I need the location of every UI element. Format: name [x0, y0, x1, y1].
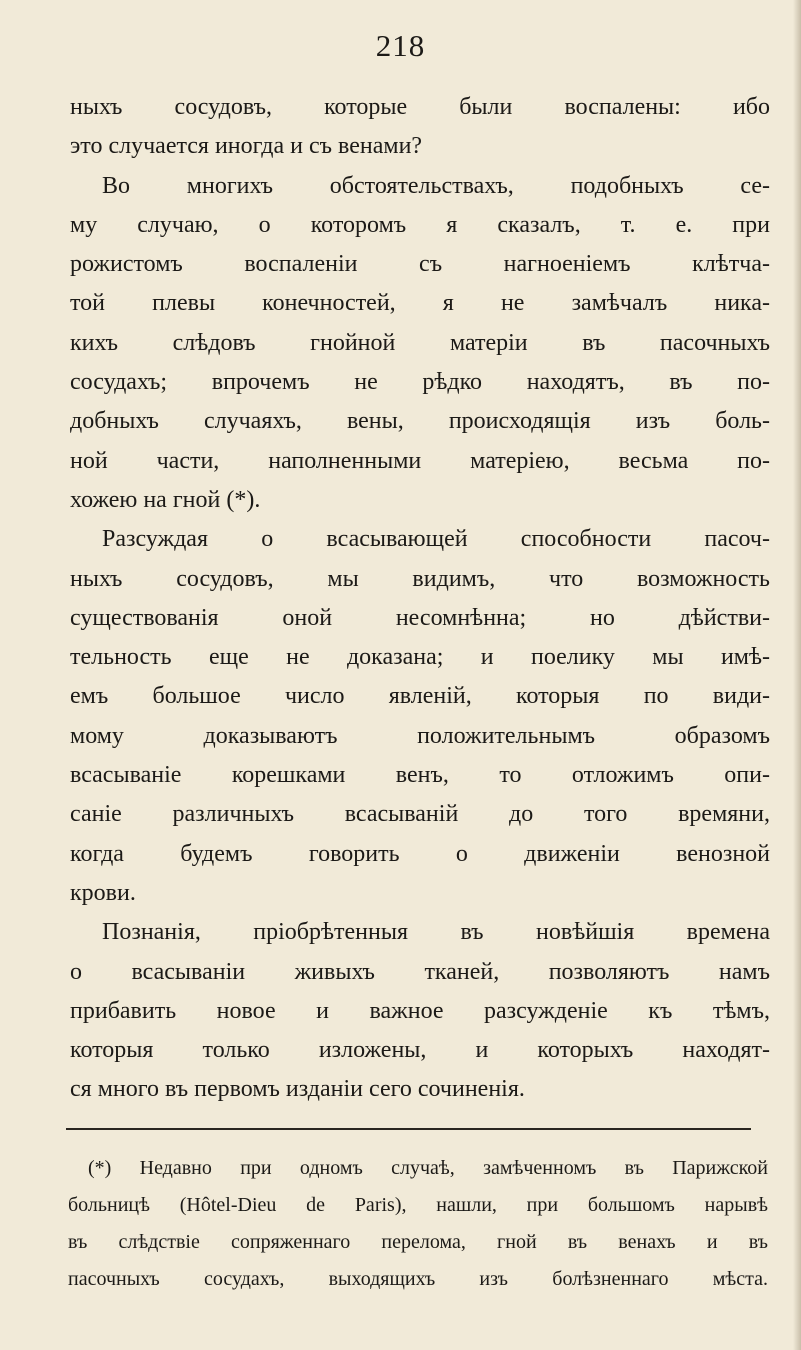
- text-line: Разсуждая о всасывающей способности пасоч-: [102, 526, 770, 553]
- text-line: когда будемъ говорить о движеніи венозной: [70, 840, 770, 867]
- text-line: Во многихъ обстоятельствахъ, подобныхъ се-: [102, 172, 770, 199]
- page-edge-shadow: [793, 0, 801, 1350]
- footnote-line: пасочныхъ сосудахъ, выходящихъ изъ болѣзненнаго мѣста.: [68, 1268, 768, 1290]
- text-line: той плевы конечностей, я не замѣчалъ ника-: [70, 290, 770, 317]
- footnote-divider: [66, 1128, 751, 1130]
- text-line: ныхъ сосудовъ, которые были воспалены: ибо: [70, 94, 770, 120]
- footnote-line: больницѣ (Hôtel-Dieu de Paris), нашли, при большомъ нарывѣ: [68, 1194, 768, 1216]
- text-line: прибавить новое и важное разсужденіе къ тѣмъ,: [70, 997, 770, 1024]
- text-line: тельность еще не доказана; и поелику мы имѣ-: [70, 644, 770, 671]
- text-line: ныхъ сосудовъ, мы видимъ, что возможность: [70, 565, 770, 592]
- text-line: емъ большое число явленій, которыя по види-: [70, 683, 770, 710]
- text-line: му случаю, о которомъ я сказалъ, т. е. при: [70, 211, 770, 238]
- text-line: это случается иногда и съ венами?: [70, 133, 423, 160]
- text-line: хожею на гной (*).: [70, 486, 261, 513]
- page-number: 218: [375, 28, 426, 63]
- text-line: добныхъ случаяхъ, вены, происходящія изъ боль-: [70, 408, 770, 435]
- text-line: крови.: [70, 879, 136, 906]
- text-line: кихъ слѣдовъ гнойной матеріи въ пасочныхъ: [70, 329, 770, 356]
- text-line: ся много въ первомъ изданіи сего сочиненія.: [70, 1076, 525, 1103]
- text-line: саніе различныхъ всасываній до того времяни,: [70, 801, 770, 828]
- text-line: о всасываніи живыхъ тканей, позволяютъ намъ: [70, 958, 770, 985]
- text-line: существованія оной несомнѣнна; но дѣйстви-: [70, 604, 770, 631]
- text-line: рожистомъ воспаленіи съ нагноеніемъ клѣтча-: [70, 251, 770, 278]
- text-line: которыя только изложены, и которыхъ находят-: [70, 1037, 770, 1064]
- text-line: мому доказываютъ положительнымъ образомъ: [70, 722, 770, 749]
- text-line: всасываніе корешками венъ, то отложимъ опи-: [70, 762, 770, 789]
- text-line: Познанія, пріобрѣтенныя въ новѣйшія времена: [102, 919, 770, 946]
- body-text: [70, 88, 770, 1110]
- text-line: ной части, наполненными матеріею, весьма по-: [70, 447, 770, 474]
- footnote-line: въ слѣдствіе сопряженнаго перелома, гной въ венахъ и въ: [68, 1231, 768, 1253]
- text-line: сосудахъ; впрочемъ не рѣдко находятъ, въ по-: [70, 369, 770, 396]
- footnote: [68, 1150, 768, 1298]
- footnote-line: (*) Недавно при одномъ случаѣ, замѣченномъ въ Парижской: [88, 1157, 768, 1179]
